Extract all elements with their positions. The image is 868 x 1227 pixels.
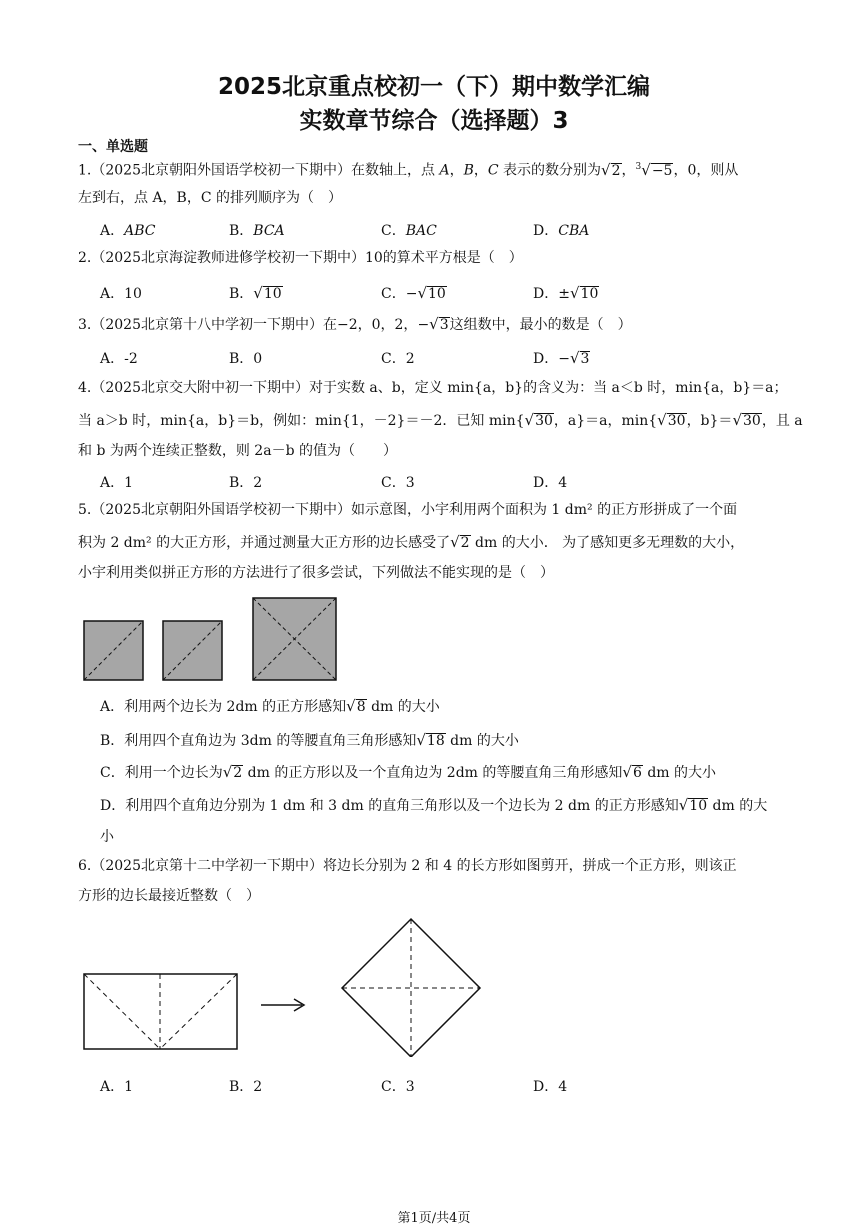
- q5-stem-line2: 积为 2 dm² 的大正方形，并通过测量大正方形的边长感受了√2 dm 的大小． 为了感知更多无理数的大小，: [78, 533, 745, 551]
- cbrt-neg5: −5: [651, 162, 673, 179]
- q1-stem-line1: 1.（2025北京朝阳外国语学校初一下期中）在数轴上，点 A，B，C 表示的数分别为√2，$^3$√−5，0，则从: [78, 160, 739, 179]
- q2-option-b[interactable]: B．√10: [229, 284, 282, 302]
- q2-option-a[interactable]: A．10: [100, 286, 142, 302]
- q6-stem-line2: 方形的边长最接近整数（ ）: [78, 888, 260, 904]
- q4-option-a[interactable]: A．1: [100, 475, 134, 491]
- q5-option-a[interactable]: A．利用两个边长为 2dm 的正方形感知√8 dm 的大小: [100, 697, 440, 715]
- q4-stem-line2: 当 a＞b 时，min{a，b}＝b，例如：min{1，－2}＝－2．已知 min{√30，a}＝a，min{√30，b}＝√30，且 a: [78, 411, 803, 429]
- q2-option-d[interactable]: D．±√10: [533, 284, 599, 302]
- q2-stem: 2.（2025北京海淀教师进修学校初一下期中）10的算术平方根是（ ）: [78, 250, 523, 266]
- q3-stem: 3.（2025北京第十八中学初一下期中）在−2，0，2，−√3这组数中，最小的数是（ ）: [78, 315, 632, 333]
- q4-stem-line1: 4.（2025北京交大附中初一下期中）对于实数 a、b，定义 min{a，b}的含义为：当 a＜b 时，min{a，b}＝a；: [78, 380, 788, 396]
- q6-option-b[interactable]: B．2: [229, 1079, 263, 1095]
- q4-option-c[interactable]: C．3: [381, 475, 415, 491]
- q3-option-b[interactable]: B．0: [229, 351, 263, 367]
- q5-option-d[interactable]: D．利用四个直角边分别为 1 dm 和 3 dm 的直角三角形以及一个边长为 2 dm 的正方形感知√10 dm 的大: [100, 796, 768, 814]
- q6-rectangle-to-square-figure: [80, 915, 490, 1057]
- q6-option-a[interactable]: A．1: [100, 1079, 134, 1095]
- q5-option-c[interactable]: C．利用一个边长为√2 dm 的正方形以及一个直角边为 2dm 的等腰直角三角形感知√6 dm 的大小: [100, 763, 717, 781]
- q5-option-b[interactable]: B．利用四个直角边为 3dm 的等腰直角三角形感知√18 dm 的大小: [100, 731, 519, 749]
- q6-stem-line1: 6.（2025北京第十二中学初一下期中）将边长分别为 2 和 4 的长方形如图剪开，拼成一个正方形，则该正: [78, 858, 737, 874]
- q6-option-c[interactable]: C．3: [381, 1079, 415, 1095]
- rectangle-shape: [84, 974, 237, 1049]
- q2-option-c[interactable]: C．−√10: [381, 284, 446, 302]
- q5-option-d-continued: 小: [100, 829, 114, 845]
- square-shape: [342, 919, 480, 1057]
- page-subtitle: 实数章节综合（选择题）3: [299, 108, 569, 134]
- q5-stem-line3: 小宇利用类似拼正方形的方法进行了很多尝试，下列做法不能实现的是（ ）: [78, 565, 554, 581]
- q4-stem-line3: 和 b 为两个连续正整数，则 2a－b 的值为（ ）: [78, 443, 397, 459]
- q3-option-a[interactable]: A．-2: [100, 351, 138, 367]
- q3-option-d[interactable]: D．−√3: [533, 349, 590, 367]
- q5-stem-line1: 5.（2025北京朝阳外国语学校初一下期中）如示意图，小宇利用两个面积为 1 dm² 的正方形拼成了一个面: [78, 502, 738, 518]
- q4-option-b[interactable]: B．2: [229, 475, 263, 491]
- arrow-icon: [261, 999, 304, 1011]
- q4-option-d[interactable]: D．4: [533, 475, 568, 491]
- page-title: 2025北京重点校初一（下）期中数学汇编: [217, 74, 650, 100]
- q5-squares-figure: [80, 594, 342, 684]
- q1-option-d[interactable]: D．CBA: [533, 223, 590, 239]
- q1-option-b[interactable]: B．BCA: [229, 223, 285, 239]
- q1-stem-line2: 左到右，点 A，B，C 的排列顺序为（ ）: [78, 190, 343, 206]
- q1-option-c[interactable]: C．BAC: [381, 223, 437, 239]
- sqrt-2: 2: [611, 162, 621, 179]
- page-footer: 第1页/共4页: [397, 1211, 471, 1226]
- section-heading: 一、单选题: [78, 139, 148, 155]
- q3-option-c[interactable]: C．2: [381, 351, 415, 367]
- q6-option-d[interactable]: D．4: [533, 1079, 568, 1095]
- q1-option-a[interactable]: A．ABC: [100, 223, 156, 239]
